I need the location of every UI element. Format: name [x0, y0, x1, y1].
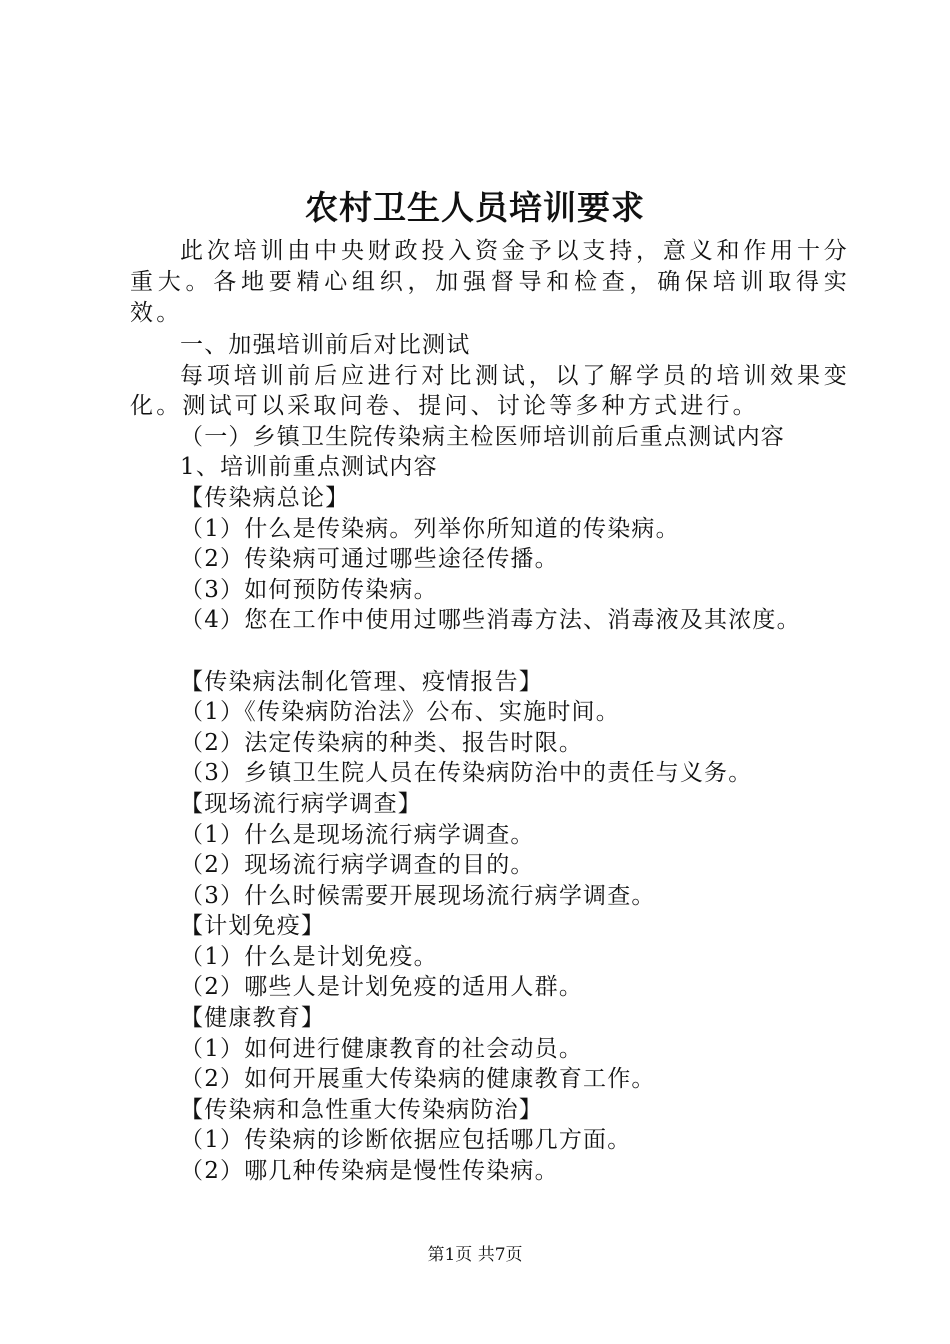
topic-group-immunization [130, 911, 850, 1003]
topic-item: （1）什么是计划免疫。 [180, 943, 438, 970]
topic-item: （2）哪几种传染病是慢性传染病。 [180, 1158, 559, 1185]
topic-group-law [130, 667, 850, 789]
document-title: 农村卫生人员培训要求 [305, 188, 645, 227]
topic-item: （3）什么时候需要开展现场流行病学调查。 [180, 882, 656, 909]
topic-heading: 【现场流行病学调查】 [180, 790, 422, 817]
topic-item: （2）法定传染病的种类、报告时限。 [180, 729, 584, 756]
section-heading: 一、加强培训前后对比测试 [180, 332, 471, 358]
section-paragraph: 每项培训前后应进行对比测试，以了解学员的培训效果变化。测试可以采取问卷、提问、讨论等多种方式进行。 [130, 362, 850, 420]
topic-heading: 【健康教育】 [180, 1005, 326, 1032]
topic-heading: 【传染病法制化管理、疫情报告】 [180, 668, 543, 695]
topic-item: （2）现场流行病学调查的目的。 [180, 852, 535, 879]
topic-item: （2）如何开展重大传染病的健康教育工作。 [180, 1066, 656, 1093]
topic-item: （1）《传染病防治法》公布、实施时间。 [180, 699, 620, 726]
topic-heading: 【传染病总论】 [180, 484, 350, 511]
topic-item: （1）什么是传染病。列举你所知道的传染病。 [180, 515, 680, 542]
topic-item: （1）传染病的诊断依据应包括哪几方面。 [180, 1127, 632, 1154]
topic-item: （1）什么是现场流行病学调查。 [180, 821, 535, 848]
topic-group-general [130, 483, 850, 636]
topic-item: （3）乡镇卫生院人员在传染病防治中的责任与义务。 [180, 760, 753, 787]
topic-item: （4）您在工作中使用过哪些消毒方法、消毒液及其浓度。 [180, 607, 801, 634]
topic-heading: 【传染病和急性重大传染病防治】 [180, 1096, 543, 1123]
topic-group-health-education [130, 1003, 850, 1095]
topic-heading: 【计划免疫】 [180, 913, 326, 940]
topic-item: （2）哪些人是计划免疫的适用人群。 [180, 974, 584, 1001]
page-footer: 第1页 共7页 [427, 1245, 523, 1265]
intro-paragraph: 此次培训由中央财政投入资金予以支持，意义和作用十分重大。各地要精心组织，加强督导和检查，确保培训取得实效。 [130, 238, 850, 326]
subsection-item-heading: 1、培训前重点测试内容 [180, 454, 438, 481]
topic-group-epidemiology [130, 789, 850, 911]
subsection-heading: （一）乡镇卫生院传染病主检医师培训前后重点测试内容 [180, 423, 785, 450]
topic-item: （2）传染病可通过哪些途径传播。 [180, 546, 559, 573]
spacer [130, 636, 850, 667]
document-body [130, 330, 850, 1187]
topic-item: （3）如何预防传染病。 [180, 576, 438, 603]
topic-item: （1）如何进行健康教育的社会动员。 [180, 1035, 584, 1062]
topic-group-prevention [130, 1095, 850, 1187]
